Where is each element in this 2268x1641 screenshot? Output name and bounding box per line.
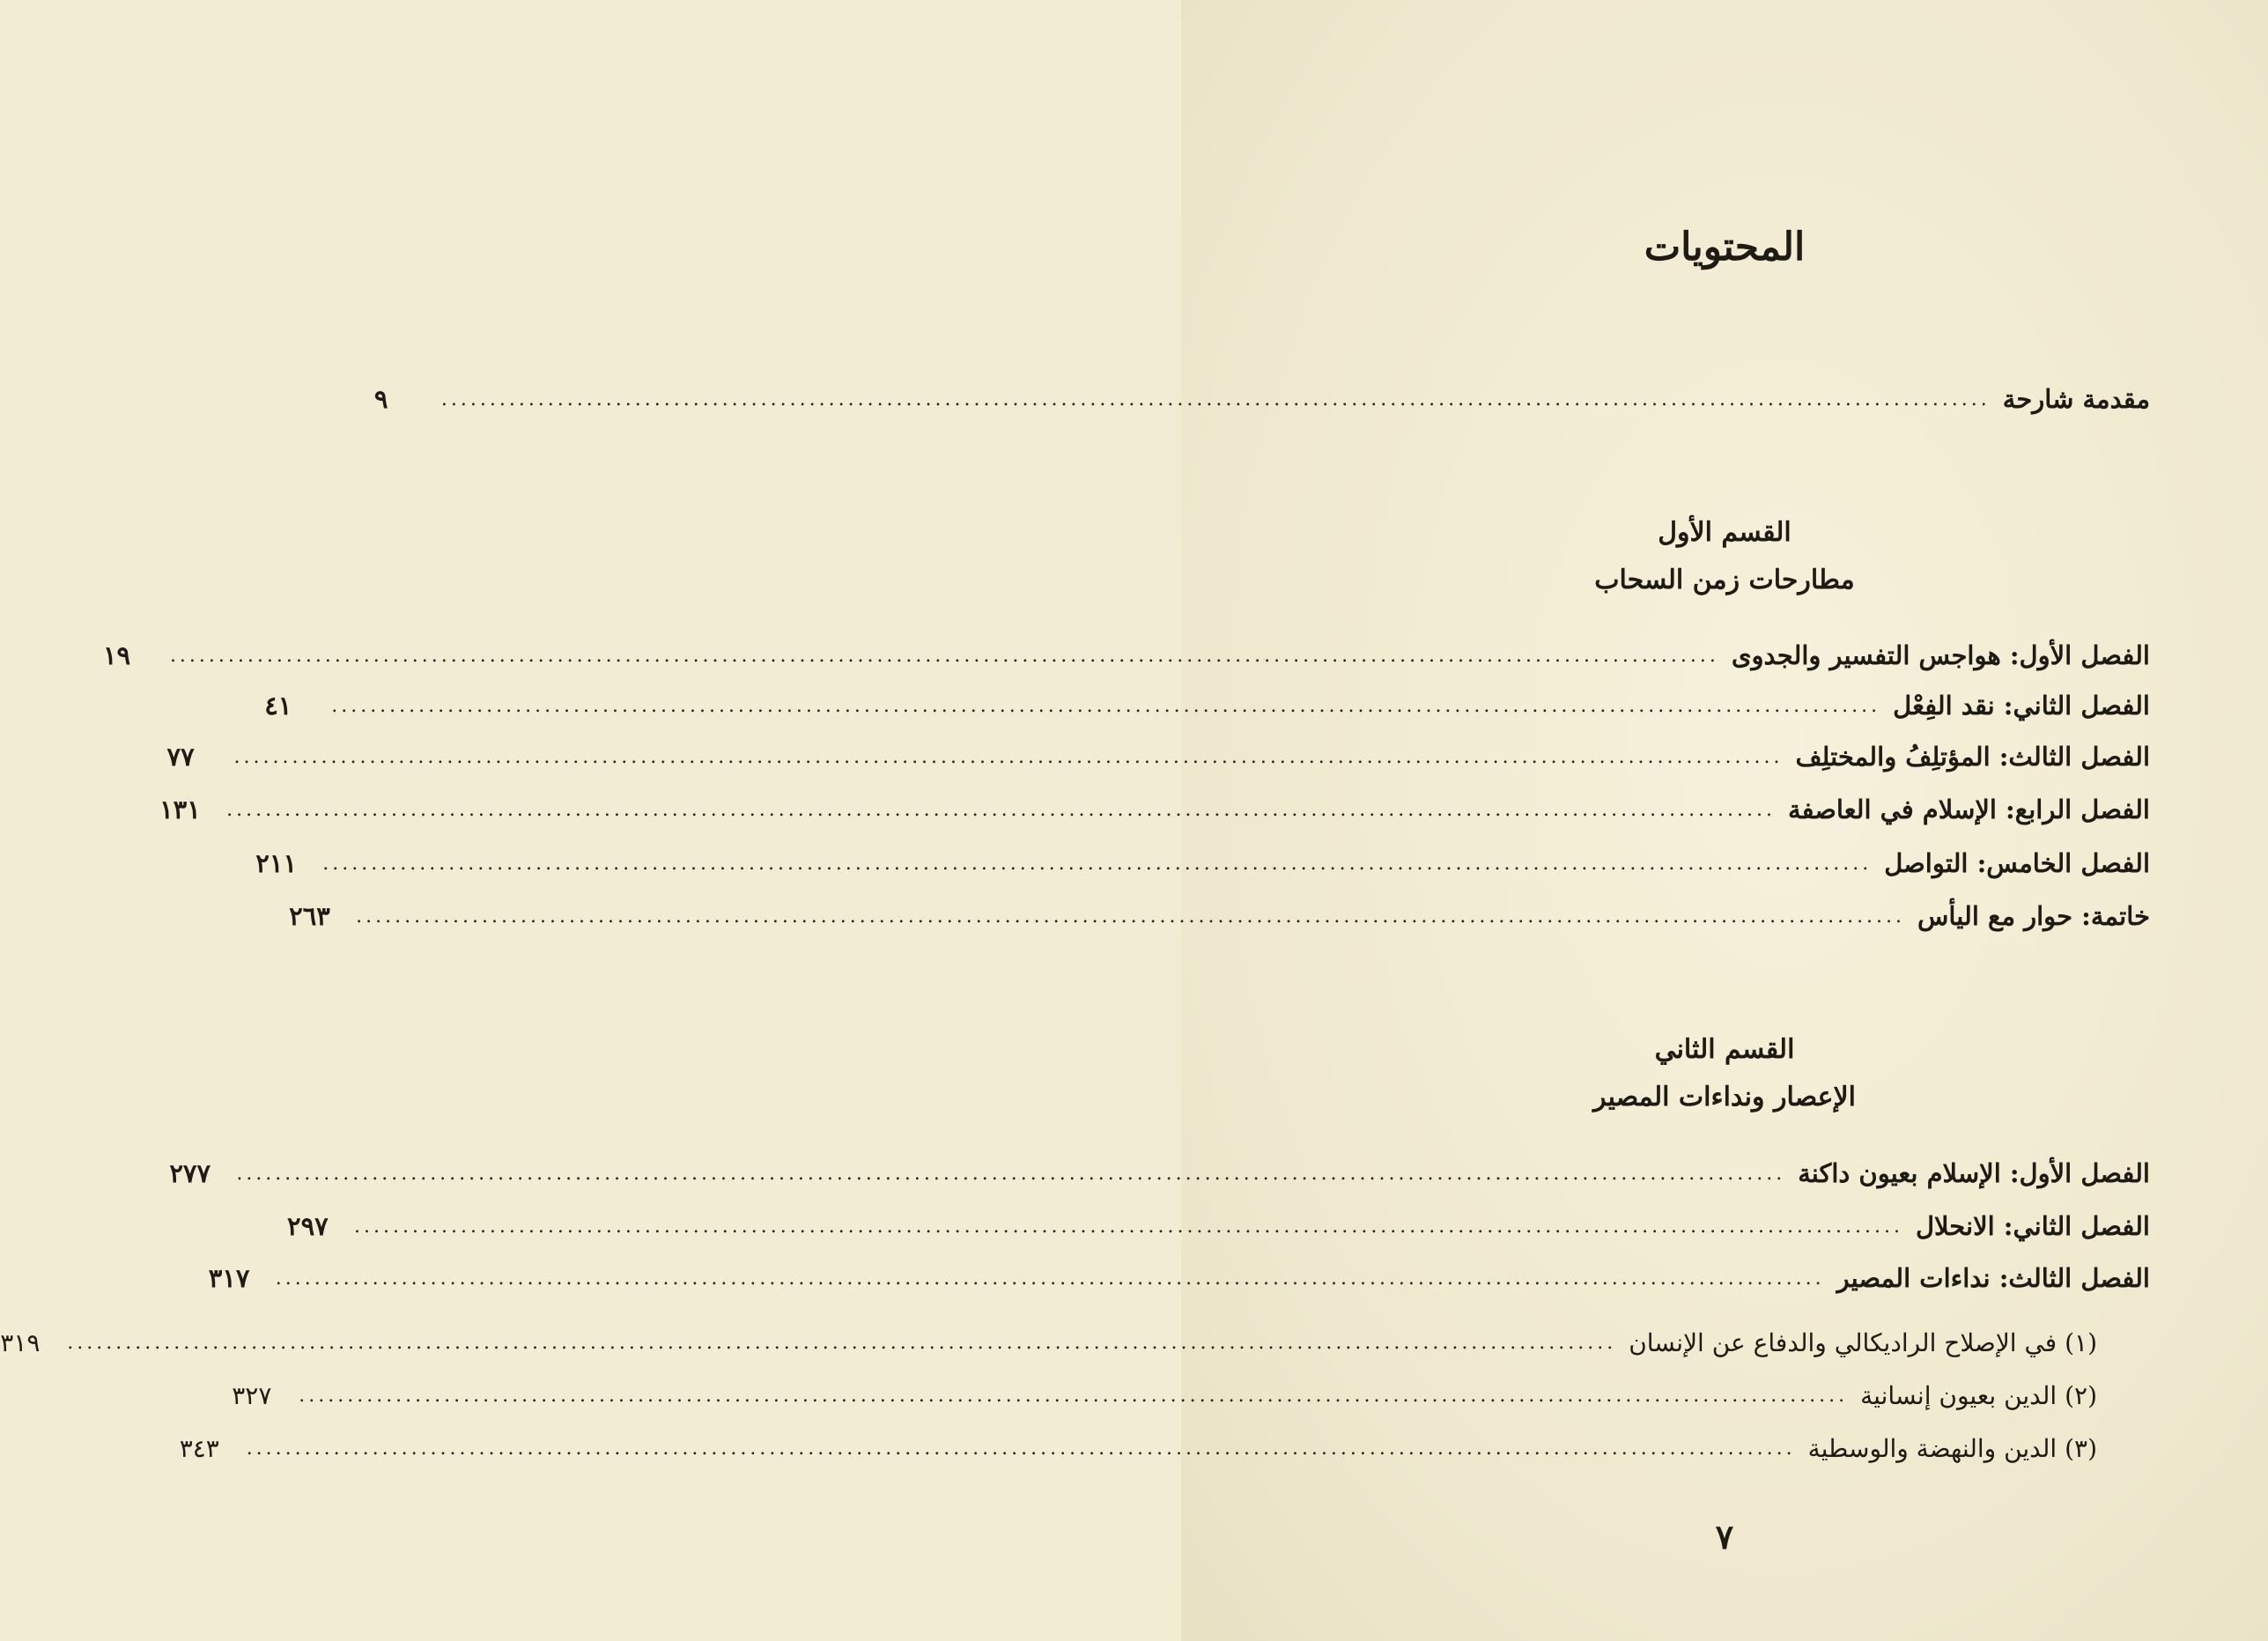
- toc-entry-label: الفصل الثالث: نداءات المصير: [1836, 1263, 2150, 1293]
- page-title: المحتويات: [1644, 225, 1806, 270]
- toc-entry-label: (٢) الدين بعيون إنسانية: [1860, 1380, 2097, 1410]
- dot-leader: ................................................................................................................................................................: [67, 1331, 1617, 1354]
- toc-entry: [208, 1254, 2150, 1302]
- toc-page-number: ٣٤٣: [179, 1433, 219, 1463]
- toc-entry-label: الفصل الأول: هواجس التفسير والجدوى: [1731, 640, 2150, 670]
- toc-entry: [169, 1149, 2150, 1197]
- toc-entry: [102, 632, 2150, 679]
- toc-entry-label: الفصل الرابع: الإسلام في العاصفة: [1788, 795, 2150, 824]
- toc-entry-label: الفصل الخامس: التواصل: [1884, 848, 2150, 878]
- dot-leader: ................................................................................................................................................................: [236, 1162, 1786, 1185]
- toc-entry-label: الفصل الثاني: الانحلال: [1915, 1211, 2150, 1241]
- toc-entry: [287, 1202, 2150, 1250]
- toc-page-number: ٣١٩: [0, 1327, 41, 1357]
- dot-leader: ................................................................................................................................................................: [440, 388, 1991, 410]
- dot-leader: ................................................................................................................................................................: [331, 694, 1881, 717]
- toc-entry-label: خاتمة: حوار مع اليأس: [1917, 901, 2150, 931]
- part-one-subtitle: مطارحات زمن السحاب: [1594, 565, 1855, 595]
- dot-leader: ................................................................................................................................................................: [322, 852, 1873, 875]
- toc-page-number: ٩: [373, 384, 388, 414]
- toc-entry: [264, 682, 2150, 729]
- toc-page-number: ٤١: [264, 691, 292, 721]
- toc-entry: [159, 786, 2150, 833]
- toc-subentry: [232, 1371, 2097, 1419]
- toc-subentry: [0, 1319, 2097, 1366]
- toc-page-number: ٢٩٧: [287, 1211, 329, 1241]
- dot-leader: ................................................................................................................................................................: [354, 1215, 1903, 1238]
- toc-page-number: ٢١١: [255, 848, 298, 878]
- toc-entry-label: مقدمة شارحة: [2002, 384, 2150, 414]
- toc-entry-label: الفصل الثالث: المؤتلِفُ والمختلِف: [1795, 742, 2150, 772]
- toc-page-number: ٧٧: [166, 742, 195, 772]
- toc-entry-intro: [373, 375, 2150, 423]
- dot-leader: ................................................................................................................................................................: [233, 745, 1784, 768]
- toc-page-number: ٢٦٣: [289, 901, 330, 931]
- part-one-header: [1181, 509, 2268, 604]
- toc-page-number: ٣١٧: [208, 1263, 250, 1293]
- page-folio-number: ٧: [1715, 1517, 1734, 1556]
- dot-leader: ................................................................................................................................................................: [299, 1384, 1849, 1407]
- part-one-title: القسم الأول: [1658, 517, 1791, 548]
- toc-entry-label: الفصل الثاني: نقد الفِعْل: [1893, 691, 2150, 721]
- toc-page-number: ٢٧٧: [169, 1158, 211, 1188]
- toc-entry-conclusion: [289, 892, 2150, 940]
- dot-leader: ................................................................................................................................................................: [246, 1437, 1796, 1460]
- dot-leader: ................................................................................................................................................................: [275, 1267, 1825, 1290]
- toc-entry: [255, 839, 2150, 887]
- toc-entry-label: (٣) الدين والنهضة والوسطية: [1807, 1433, 2097, 1463]
- toc-subentry: [179, 1424, 2097, 1472]
- dot-leader: ................................................................................................................................................................: [169, 644, 1719, 667]
- toc-entry-label: (١) في الإصلاح الراديكالي والدفاع عن الإنسان: [1629, 1327, 2097, 1357]
- toc-page-number: ٣٢٧: [232, 1380, 272, 1410]
- part-two-header: [1181, 1026, 2268, 1121]
- part-two-title: القسم الثاني: [1654, 1034, 1795, 1065]
- part-two-subtitle: الإعصار ونداءات المصير: [1593, 1082, 1856, 1112]
- dot-leader: ................................................................................................................................................................: [226, 798, 1777, 821]
- toc-entry: [166, 733, 2150, 780]
- dot-leader: ................................................................................................................................................................: [356, 905, 1906, 928]
- toc-page-number: ١٩: [102, 640, 131, 670]
- toc-entry-label: الفصل الأول: الإسلام بعيون داكنة: [1798, 1158, 2150, 1188]
- toc-page-number: ١٣١: [159, 795, 201, 824]
